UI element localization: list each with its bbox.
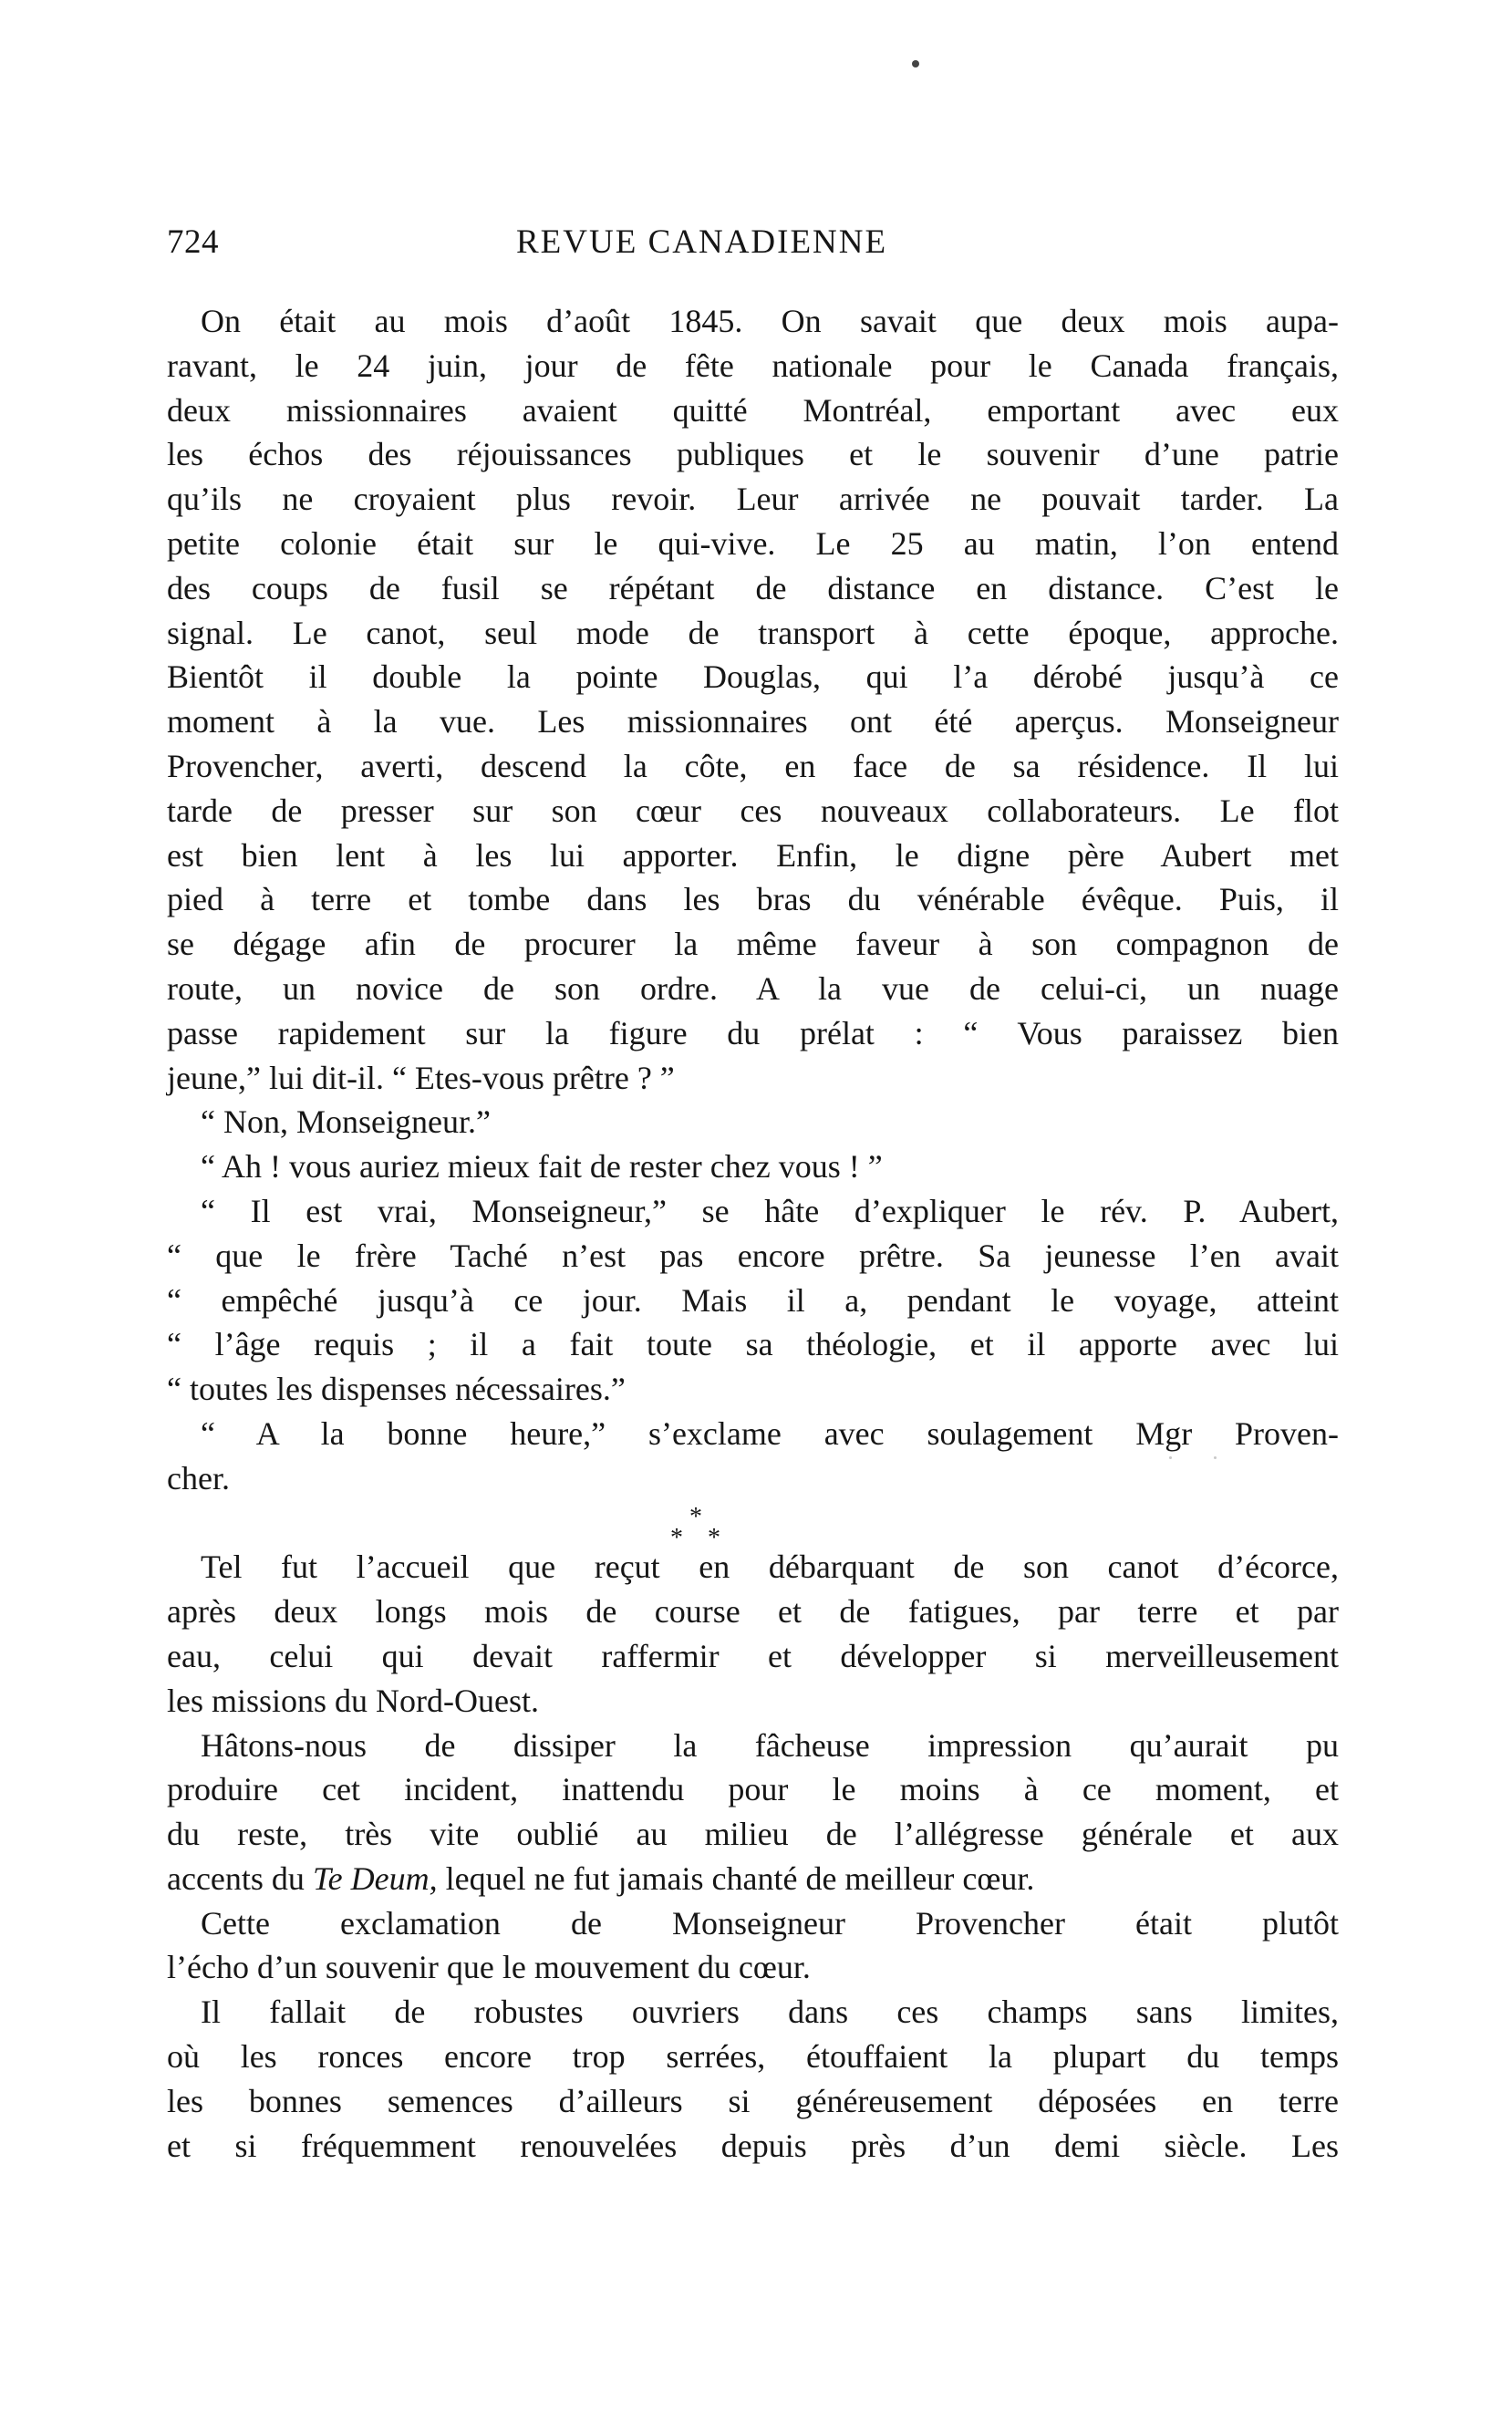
text-line: moment à la vue. Les missionnaires ont été aperçus. Monseigneur (167, 703, 1339, 740)
dialogue-line: “ Il est vrai, Monseigneur,” se hâte d’expliquer le rév. P. Aubert, (201, 1192, 1339, 1229)
text-line: tarde de presser sur son cœur ces nouveaux collaborateurs. Le flot (167, 792, 1339, 829)
text-line: les bonnes semences d’ailleurs si généreusement déposées en terre (167, 2082, 1339, 2119)
dialogue-line: “ toutes les dispenses nécessaires.” (167, 1371, 626, 1408)
text-line: l’écho d’un souvenir que le mouvement du cœur. (167, 1949, 811, 1986)
page-number: 724 (167, 223, 219, 261)
dialogue-line: “ que le frère Taché n’est pas encore prêtre. Sa jeunesse l’en avait (167, 1237, 1339, 1274)
dialogue-line: “ Ah ! vous auriez mieux fait de rester chez vous ! ” (201, 1148, 883, 1186)
italic-title: Te Deum, (312, 1859, 438, 1897)
text-line: cher. (167, 1459, 230, 1496)
dialogue-line: “ l’âge requis ; il a fait toute sa théologie, et il apporte avec lui (167, 1326, 1339, 1363)
section-separator (167, 1501, 1339, 1552)
text-line: se dégage afin de procurer la même faveur à son compagnon de (167, 926, 1339, 963)
text-line: eau, celui qui devait raffermir et développer si merveilleusement (167, 1637, 1339, 1674)
text-line: ravant, le 24 juin, jour de fête nationale pour le Canada français, (167, 347, 1339, 384)
text-line: Tel fut l’accueil que reçut en débarquant de son canot d’écorce, (201, 1548, 1339, 1586)
text-line: Il fallait de robustes ouvriers dans ces champs sans limites, (201, 1994, 1339, 2031)
text-line: passe rapidement sur la figure du prélat : “ Vous paraissez bien (167, 1014, 1339, 1051)
dialogue-line: “ Non, Monseigneur.” (201, 1103, 491, 1141)
text-line: les échos des réjouissances publiques et le souvenir d’une patrie (167, 436, 1339, 473)
asterisk: * (708, 1523, 720, 1552)
dialogue-line: “ empêché jusqu’à ce jour. Mais il a, pendant le voyage, atteint (167, 1281, 1339, 1319)
text-line: Bientôt il double la pointe Douglas, qui l’a dérobé jusqu’à ce (167, 658, 1339, 696)
text-line: où les ronces encore trop serrées, étouffaient la plupart du temps (167, 2038, 1339, 2076)
asterisk: * (670, 1523, 683, 1552)
text-line: Provencher, averti, descend la côte, en face de sa résidence. Il lui (167, 747, 1339, 784)
text-line: produire cet incident, inattendu pour le moins à ce moment, et (167, 1771, 1339, 1808)
text-line: Hâtons-nous de dissiper la fâcheuse impression qu’aurait pu (201, 1726, 1339, 1764)
text-line: deux missionnaires avaient quitté Montréal, emportant avec eux (167, 391, 1339, 429)
text-line: du reste, très vite oublié au milieu de l’allégresse générale et aux (167, 1816, 1339, 1853)
asterism (659, 1502, 751, 1552)
page-header (167, 223, 1339, 275)
text-line: est bien lent à les lui apporter. Enfin, le digne père Aubert met (167, 836, 1339, 874)
text-line: signal. Le canot, seul mode de transport à cette époque, approche. (167, 614, 1339, 651)
text-fragment: accents du (167, 1859, 305, 1897)
text-line: route, un novice de son ordre. A la vue de celui-ci, un nuage (167, 969, 1339, 1007)
text-line: qu’ils ne croyaient plus revoir. Leur arrivée ne pouvait tarder. La (167, 481, 1339, 518)
text-line: et si fréquemment renouvelées depuis près d’un demi siècle. Les (167, 2127, 1339, 2164)
running-head: REVUE CANADIENNE (516, 223, 888, 261)
dialogue-line: “ A la bonne heure,” s’exclame avec soulagement Mgr Proven- (201, 1414, 1339, 1452)
article-text (167, 299, 1339, 2168)
text-fragment: lequel ne fut jamais chanté de meilleur cœur. (445, 1859, 1035, 1897)
text-line: jeune,” lui dit-il. “ Etes-vous prêtre ? ” (167, 1059, 675, 1096)
text-line: les missions du Nord-Ouest. (167, 1682, 539, 1719)
text-line: Cette exclamation de Monseigneur Provencher était plutôt (201, 1904, 1339, 1942)
text-line: petite colonie était sur le qui-vive. Le 25 au matin, l’on entend (167, 524, 1339, 562)
text-line (167, 1857, 1339, 1901)
text-line: des coups de fusil se répétant de distance en distance. C’est le (167, 569, 1339, 606)
text-line: après deux longs mois de course et de fatigues, par terre et par (167, 1593, 1339, 1631)
asterisk: * (689, 1502, 702, 1531)
text-line: On était au mois d’août 1845. On savait que deux mois aupa- (201, 303, 1339, 339)
text-line: pied à terre et tombe dans les bras du vénérable évêque. Puis, il (167, 881, 1339, 918)
print-dot (912, 60, 919, 67)
